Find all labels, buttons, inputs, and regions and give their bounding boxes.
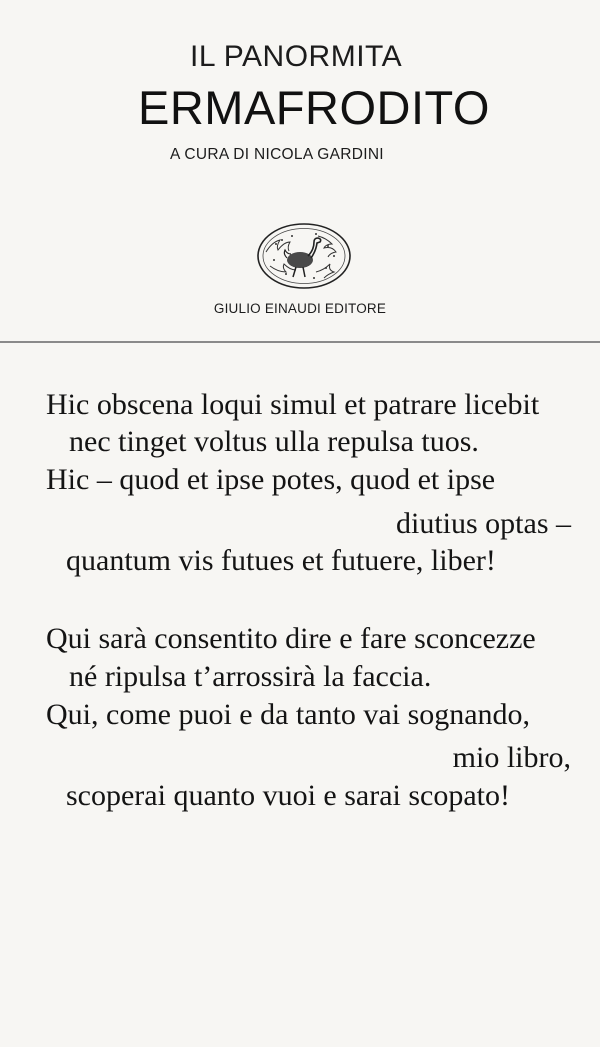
verse-line: Hic – quod et ipse potes, quod et ipse <box>46 463 496 496</box>
verse-line: scoperai quanto vuoi e sarai scopato! <box>66 779 511 812</box>
editor-credit: A CURA DI NICOLA GARDINI <box>170 146 384 163</box>
verse-line: Qui sarà consentito dire e fare sconcezze <box>46 622 536 655</box>
book-title: ERMAFRODITO <box>138 81 490 134</box>
author-name: IL PANORMITA <box>190 40 403 73</box>
verse-line: né ripulsa t’arrossirà la faccia. <box>69 660 432 693</box>
verse-line: quantum vis futues et futuere, liber! <box>66 544 496 577</box>
publisher-name: GIULIO EINAUDI EDITORE <box>213 301 387 316</box>
divider-rule <box>0 341 600 343</box>
verse-line: mio libro, <box>452 741 571 774</box>
verse-line: diutius optas – <box>395 507 571 540</box>
verse-line: Hic obscena loqui simul et patrare licebit <box>46 388 540 421</box>
verse-line: nec tinget voltus ulla repulsa tuos. <box>69 425 479 458</box>
ostrich-emblem-icon <box>256 222 352 290</box>
verse-line: Qui, come puoi e da tanto vai sognando, <box>46 698 531 731</box>
cover-header <box>0 0 600 340</box>
